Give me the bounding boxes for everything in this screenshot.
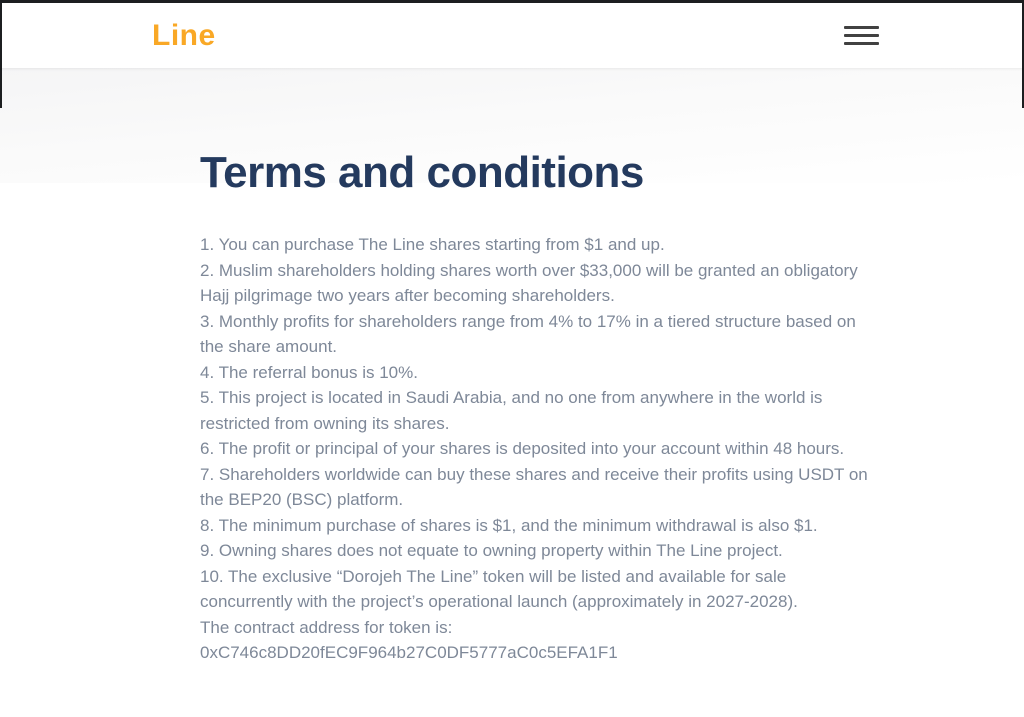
hamburger-icon (844, 26, 879, 29)
window-frame-left (0, 0, 2, 108)
terms-list (200, 232, 879, 666)
term-item-6: 6. The profit or principal of your shares is deposited into your account within 48 hours. (200, 439, 845, 459)
main-content (0, 68, 1024, 666)
contract-address-value: 0xC746c8DD20fEC9F964b27C0DF5777aC0c5EFA1F1 (200, 643, 618, 663)
term-item-8: 8. The minimum purchase of shares is $1, and the minimum withdrawal is also $1. (200, 515, 818, 535)
contract-address-label: The contract address for token is: (200, 617, 453, 637)
logo-link[interactable]: Line (152, 18, 216, 52)
window-frame-top (0, 0, 1024, 3)
term-item-9: 9. Owning shares does not equate to owning property within The Line project. (200, 541, 783, 561)
hamburger-bar (844, 42, 879, 45)
term-item-10: 10. The exclusive “Dorojeh The Line” token will be listed and available for sale concurrently with the project’s operational launch (approximately in 2027-2028). (200, 566, 798, 612)
term-item-2: 2. Muslim shareholders holding shares worth over $33,000 will be granted an obligatory Hajj pilgrimage two years after becoming shareholders. (200, 260, 858, 306)
hamburger-menu-button[interactable] (844, 24, 879, 47)
term-item-3: 3. Monthly profits for shareholders range from 4% to 17% in a tiered structure based on the share amount. (200, 311, 856, 357)
term-item-7: 7. Shareholders worldwide can buy these shares and receive their profits using USDT on the BEP20 (BSC) platform. (200, 464, 868, 510)
page-title: Terms and conditions (200, 148, 644, 197)
term-item-5: 5. This project is located in Saudi Arabia, and no one from anywhere in the world is restricted from owning its shares. (200, 388, 823, 433)
hamburger-bar (844, 34, 879, 37)
term-item-1: 1. You can purchase The Line shares starting from $1 and up. (200, 235, 665, 255)
term-item-4: 4. The referral bonus is 10%. (200, 362, 418, 382)
site-header (0, 3, 1024, 68)
